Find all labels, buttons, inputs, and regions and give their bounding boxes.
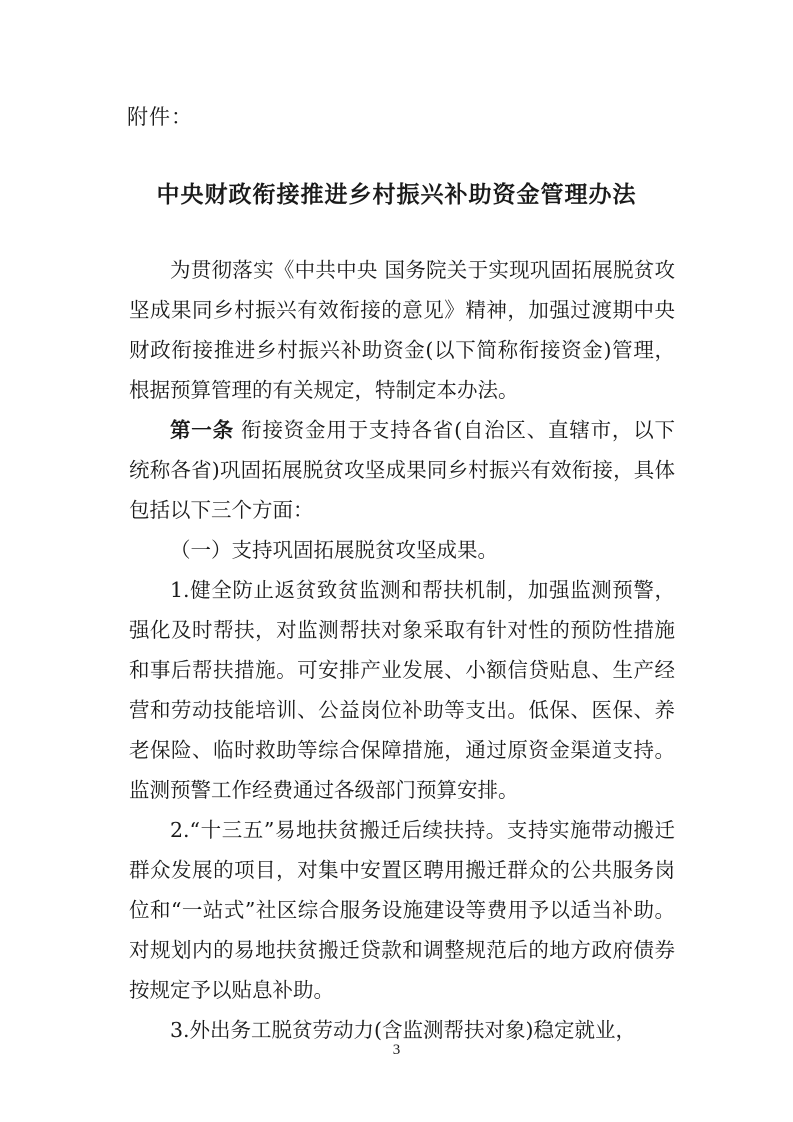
paragraph-item-1 (129, 570, 675, 810)
paragraph-text: 3.外出务工脱贫劳动力(含监测帮扶对象)稳定就业， (170, 1018, 637, 1042)
paragraph-text: （一）支持巩固拓展脱贫攻坚成果。 (170, 538, 498, 562)
page-number: 3 (392, 1042, 401, 1058)
paragraph-article-1 (129, 410, 675, 530)
paragraph-text: 2.“十三五”易地扶贫搬迁后续扶持。支持实施带动搬迁群众发展的项目，对集中安置区聘用搬迁群众的公共服务岗位和“一站式”社区综合服务设施建设等费用予以适当补助。对规划内的易地扶贫搬迁贷款和调整规范后的地方政府债券按规定予以贴息补助。 (129, 818, 675, 1002)
paragraph-intro (129, 250, 675, 410)
paragraph-item-2 (129, 810, 675, 1010)
article-heading: 第一条 (170, 418, 234, 442)
document-body (129, 250, 675, 1050)
paragraph-text: 为贯彻落实《中共中央 国务院关于实现巩固拓展脱贫攻坚成果同乡村振兴有效衔接的意见》精神，加强过渡期中央财政衔接推进乡村振兴补助资金(以下简称衔接资金)管理，根据预算管理的有关规定，特制定本办法。 (129, 258, 675, 402)
paragraph-section-1 (129, 530, 675, 570)
paragraph-text: 1.健全防止返贫致贫监测和帮扶机制，加强监测预警，强化及时帮扶，对监测帮扶对象采取有针对性的预防性措施和事后帮扶措施。可安排产业发展、小额信贷贴息、生产经营和劳动技能培训、公益岗位补助等支出。低保、医保、养老保险、临时救助等综合保障措施，通过原资金渠道支持。监测预警工作经费通过各级部门预算安排。 (129, 578, 675, 802)
document-title: 中央财政衔接推进乡村振兴补助资金管理办法 (156, 181, 637, 208)
paragraph-text: 衔接资金用于支持各省(自治区、直辖市，以下统称各省)巩固拓展脱贫攻坚成果同乡村振兴有效衔接，具体包括以下三个方面： (129, 418, 675, 522)
annex-label: 附件： (127, 105, 193, 129)
